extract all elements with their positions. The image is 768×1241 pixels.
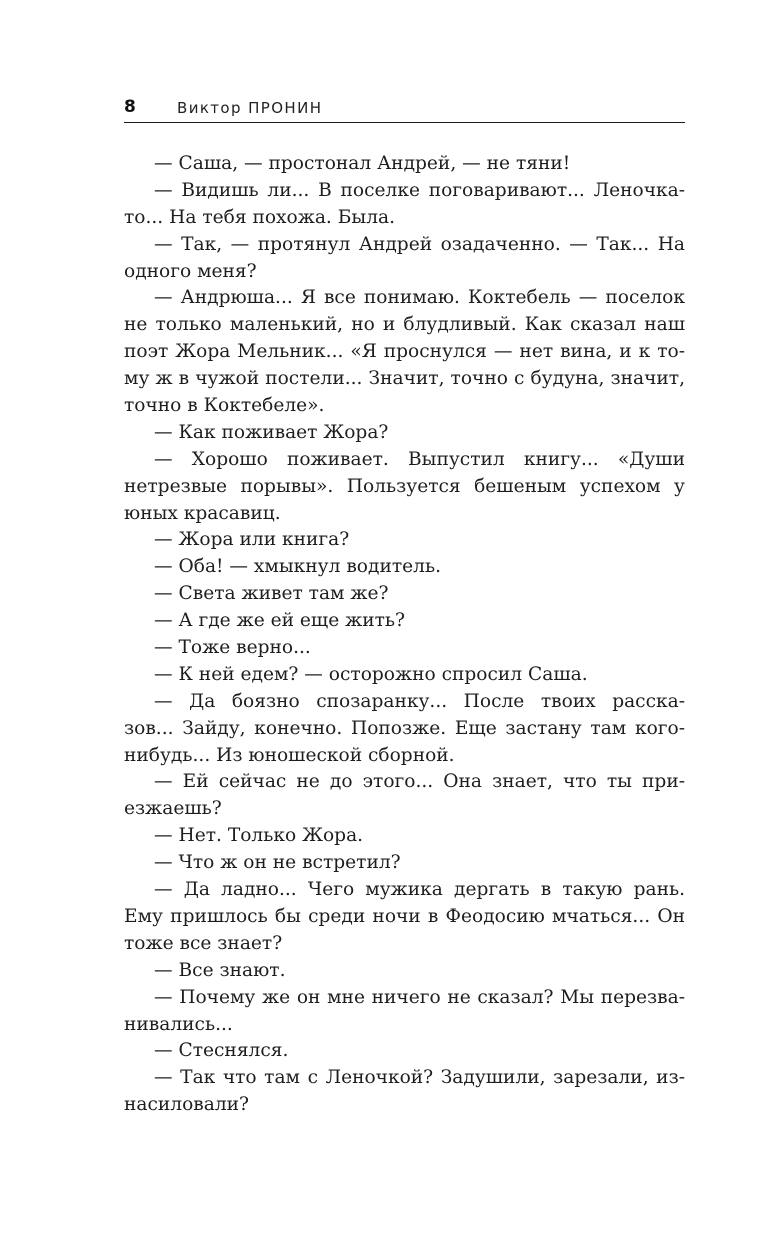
text-line: — Так что там с Леночкой? Задушили, зарезали, из- (154, 1067, 685, 1089)
text-line: не только маленький, но и блудливый. Как сказал наш (124, 314, 685, 336)
text-line: — Видишь ли... В поселке поговаривают... Леночка- (154, 179, 685, 201)
text-line: — Хорошо поживает. Выпустил книгу... «Души (154, 448, 685, 470)
text-line: езжаешь? (124, 798, 222, 820)
text-line: зов... Зайду, конечно. Попозже. Еще застану там кого- (124, 717, 685, 739)
text-line: — Саша, — простонал Андрей, — не тяни! (154, 153, 571, 174)
text-line: тоже все знает? (124, 932, 283, 954)
text-line: — Оба! — хмыкнул водитель. (154, 556, 441, 578)
text-line: нетрезвые порывы». Пользуется бешеным успехом у (124, 475, 685, 497)
text-line: — К ней едем? — осторожно спросил Саша. (154, 663, 588, 685)
text-line: — Так, — протянул Андрей озадаченно. — Так... На (154, 233, 685, 255)
body-text (124, 151, 685, 1119)
text-line: — Тоже верно... (154, 637, 311, 659)
text-line: — Ей сейчас не до этого... Она знает, что ты при- (154, 771, 685, 793)
text-line: то... На тебя похожа. Была. (124, 206, 396, 228)
text-line: юных красавиц. (124, 502, 281, 524)
text-line: нивались... (124, 1013, 233, 1035)
text-line: — Света живет там же? (154, 583, 389, 605)
text-line: Ему пришлось бы среди ночи в Феодосию мчаться... Он (124, 905, 685, 927)
text-line: — Жора или книга? (154, 529, 350, 551)
text-line: — Все знают. (154, 959, 286, 981)
text-line: му ж в чужой постели... Значит, точно с будуна, значит, (124, 368, 685, 390)
text-line: — Как поживает Жора? (154, 421, 389, 443)
text-line: поэт Жора Мельник... «Я проснулся — нет вина, и к то- (124, 341, 685, 363)
text-line: одного меня? (124, 260, 257, 282)
text-line: — Да боязно спозаранку... После твоих расска- (154, 690, 685, 712)
text-line: — Андрюша... Я все понимаю. Коктебель — поселок (154, 287, 685, 309)
page-number: 8 (124, 97, 136, 117)
running-header (124, 96, 685, 123)
text-line: — Почему же он мне ничего не сказал? Мы перезва- (154, 986, 685, 1008)
text-line: нибудь... Из юношеской сборной. (124, 744, 455, 766)
author-name: Виктор ПРОНИН (177, 99, 323, 117)
text-line: насиловали? (124, 1094, 250, 1116)
text-line: — Стеснялся. (154, 1040, 289, 1062)
text-line: — Что ж он не встретил? (154, 852, 401, 874)
text-line: — Да ладно... Чего мужика дергать в такую рань. (154, 879, 685, 901)
text-line: — Нет. Только Жора. (154, 825, 364, 847)
text-line: точно в Коктебеле». (124, 395, 325, 417)
text-line: — А где же ей еще жить? (154, 610, 406, 632)
